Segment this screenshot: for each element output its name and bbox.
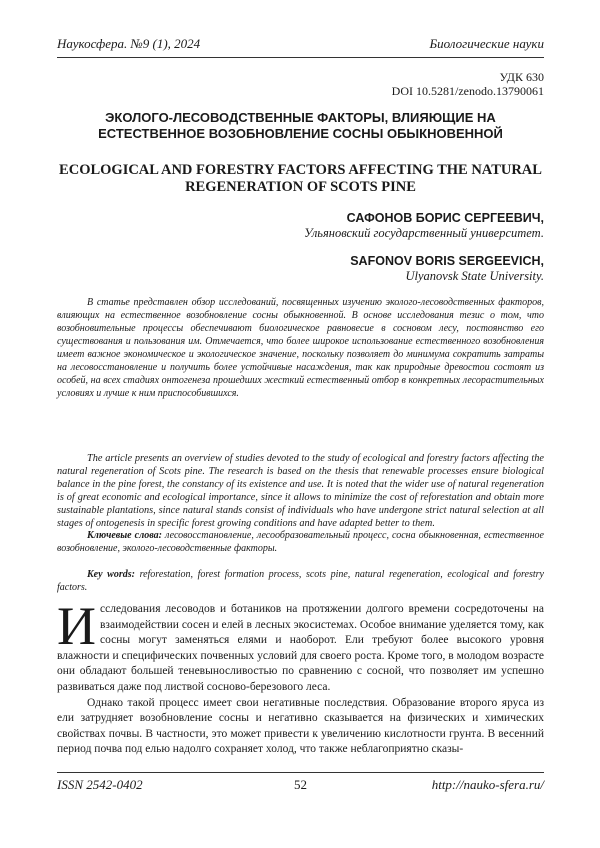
body-paragraph-1	[57, 602, 544, 696]
keywords-ru-label: Ключевые слова:	[87, 530, 162, 541]
title-ru-line1: ЭКОЛОГО-ЛЕСОВОДСТВЕННЫЕ ФАКТОРЫ, ВЛИЯЮЩИЕ НА	[57, 110, 544, 126]
author-ru-affiliation: Ульяновский государственный университет.	[304, 226, 544, 241]
journal-section: Биологические науки	[429, 36, 544, 52]
journal-page	[0, 0, 600, 848]
article-body	[57, 602, 544, 758]
abstract-english: The article presents an overview of studies devoted to the study of ecological and forestry factors affecting the natural regeneration of Scots pine. The research is based on the thesis that renewable processes ensure biological balance in the pine forest, the constancy of its existence and use. It is noted that the wider use of natural regeneration is of great economic and ecological importance, since it allows to minimize the cost of reforestation and obtain more sustainable plantations, since natural stands consist of individuals who have undergone strict natural selection at all stages of ontogenesis in specific forest growing conditions and have adapted better to them.	[57, 452, 544, 530]
title-en-line2: REGENERATION OF SCOTS PINE	[57, 179, 544, 196]
running-footer	[57, 777, 544, 793]
author-english	[350, 254, 544, 284]
page-number: 52	[57, 777, 544, 793]
keywords-english	[57, 568, 544, 594]
keywords-russian	[57, 529, 544, 555]
journal-issue: Наукосфера. №9 (1), 2024	[57, 36, 200, 52]
doi: DOI 10.5281/zenodo.13790061	[392, 84, 544, 98]
drop-cap: И	[57, 604, 96, 648]
body-p1-text: сследования лесоводов и ботаников на протяжении долгого времени сосредоточены на взаимодействии сосен и елей в лесных экосистемах. Особое внимание уделяется тому, как сосны могут заменяться елями и наоборот. Ели требуют более высокого уровня влажности и специфических почвенных условий для своего роста. Кроме того, в молодом возрасте они обладают большей теневыносливостью по сравнению с сосной, что позволяет им успешно развиваться даже под листвой сосново-березового леса.	[57, 603, 544, 693]
title-english	[57, 162, 544, 196]
keywords-en-label: Key words:	[87, 569, 135, 580]
journal-url[interactable]: http://nauko-sfera.ru/	[432, 777, 544, 793]
title-russian	[57, 110, 544, 142]
author-en-name: SAFONOV BORIS SERGEEVICH,	[350, 254, 544, 269]
keywords-en-text: reforestation, forest formation process, scots pine, natural regeneration, ecological and forestry factors.	[57, 569, 544, 593]
running-header	[57, 36, 544, 52]
issn: ISSN 2542-0402	[57, 777, 143, 793]
header-rule	[57, 57, 544, 58]
keywords-ru-text: лесовосстановление, лесообразовательный процесс, сосна обыкновенная, естественное возобновление, эколого-лесоводственные факторы.	[57, 530, 544, 554]
title-en-line1: ECOLOGICAL AND FORESTRY FACTORS AFFECTING THE NATURAL	[57, 162, 544, 179]
author-en-affiliation: Ulyanovsk State University.	[350, 269, 544, 284]
footer-rule	[57, 772, 544, 773]
author-russian	[304, 211, 544, 241]
identifiers	[392, 70, 544, 98]
abstract-russian: В статье представлен обзор исследований, посвященных изучению эколого-лесоводственных факторов, влияющих на естественное возобновление сосны обыкновенной. В основе исследования тезис о том, что возобновительные процессы обеспечивают биологическое равновесие в сосновом лесу, постоянство его существования и пользования им. Отмечается, что более широкое использование естественного возобновления имеет важное экономическое и экологическое значение, поскольку позволяет до минимума сократить затраты на лесовосстановление и получить более устойчивые насаждения, так как природные древостои состоят из особей, на всех стадиях онтогенеза прошедших жесткий естественный отбор в конкретных лесорастительных условиях и лучше к ним приспособившихся.	[57, 296, 544, 400]
body-paragraph-2: Однако такой процесс имеет свои негативные последствия. Образование второго яруса из ели затрудняет возобновление сосны и негативно сказывается на физических и химических свойствах почвы. В частности, это может привести к увеличению кислотности грунта. В весенний период почва под елью надолго сохраняет холод, что также неблагоприятно сказы-	[57, 696, 544, 758]
udk-code: УДК 630	[392, 70, 544, 84]
title-ru-line2: ЕСТЕСТВЕННОЕ ВОЗОБНОВЛЕНИЕ СОСНЫ ОБЫКНОВЕННОЙ	[57, 126, 544, 142]
author-ru-name: САФОНОВ БОРИС СЕРГЕЕВИЧ,	[304, 211, 544, 226]
